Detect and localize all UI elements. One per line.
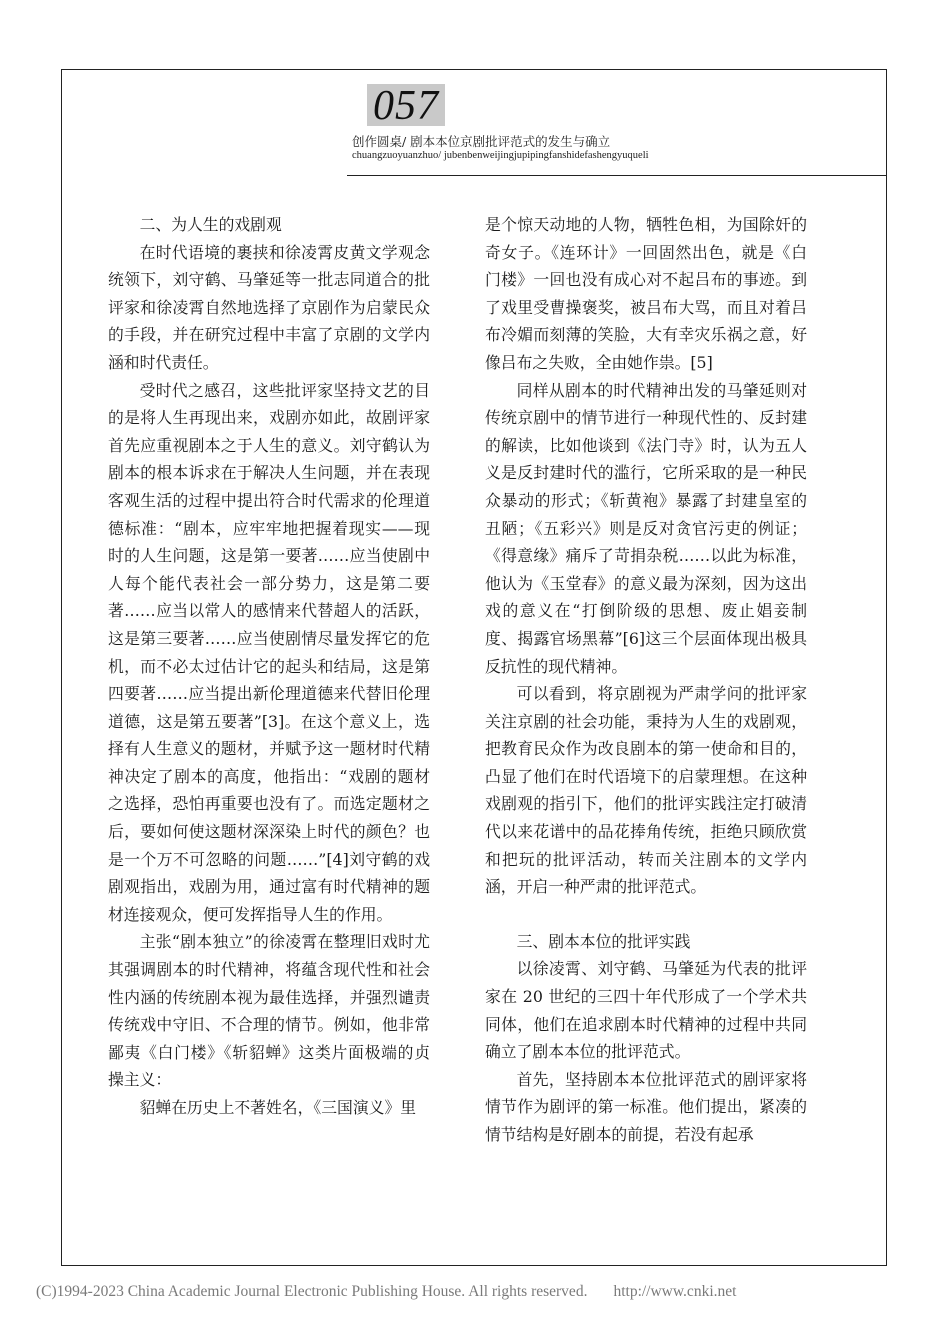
paragraph: 受时代之感召，这些批评家坚持文艺的目的是将人生再现出来，戏剧亦如此，故剧评家首先应重视剧本之于人生的意义。刘守鹤认为剧本的根本诉求在于解决人生问题，并在表现客观生活的过程中提出符合时代需求的伦理道德标准：“剧本，应牢牢地把握着现实——现时的人生问题，这是第一要著……应当使剧中人每个能代表社会一部分势力，这是第二要著……应当以常人的感情来代替超人的活跃，这是第三要著……应当使剧情尽量发挥它的危机，而不必太过估计它的起头和结局，这是第四要著……应当提出新伦理道德来代替旧伦理道德，这是第五要著”[3]。在这个意义上，选择有人生意义的题材，并赋予这一题材时代精神决定了剧本的高度，他指出：“戏剧的题材之选择，恐怕再重要也没有了。而选定题材之后，要如何使这题材深深染上时代的颜色？也是一个万不可忽略的问题……”[4]刘守鹤的戏剧观指出，戏剧为用，通过富有时代精神的题材连接观众，便可发挥指导人生的作用。 (108, 380, 430, 924)
paragraph: 主张“剧本独立”的徐凌霄在整理旧戏时尤其强调剧本的时代精神，将蕴含现代性和社会性内涵的传统剧本视为最佳选择，并强烈谴责传统戏中守旧、不合理的情节。例如，他非常鄙夷《白门楼》《斩貂蝉》这类片面极端的贞操主义： (108, 932, 430, 1090)
paragraph: 首先，坚持剧本本位批评范式的剧评家将情节作为剧评的第一标准。他们提出，紧凑的情节结构是好剧本的前提，若没有起承 (485, 1069, 807, 1144)
left-column (108, 211, 430, 1122)
paragraph: 可以看到，将京剧视为严肃学问的批评家关注京剧的社会功能，秉持为人生的戏剧观，把教育民众作为改良剧本的第一使命和目的，凸显了他们在时代语境下的启蒙理想。在这种戏剧观的指引下，他们的批评实践注定打破清代以来花谱中的品花捧角传统，拒绝只顾欣赏和把玩的批评活动，转而关注剧本的文学内涵，开启一种严肃的批评范式。 (485, 684, 807, 897)
running-title-pinyin: chuangzuoyuanzhuo/ jubenbenweijingjupipingfanshidefashengyuqueli (352, 150, 649, 161)
cnki-link[interactable]: http://www.cnki.net (613, 1283, 737, 1300)
section-heading-3: 三、剧本本位的批评实践 (516, 931, 691, 951)
header-rule (347, 175, 887, 176)
section-heading-2: 二、为人生的戏剧观 (139, 215, 282, 234)
paragraph: 以徐凌霄、刘守鹤、马肇延为代表的批评家在 20 世纪的三四十年代形成了一个学术共同体，他们在追求剧本时代精神的过程中共同确立了剧本本位的批评范式。 (485, 959, 807, 1062)
copyright-text: (C)1994-2023 China Academic Journal Electronic Publishing House. All rights reserved. (36, 1283, 588, 1300)
block-quote: 貂蝉在历史上不著姓名，《三国演义》里 (139, 1098, 417, 1117)
paragraph: 同样从剧本的时代精神出发的马肇延则对传统京剧中的情节进行一种现代性的、反封建的解读，比如他谈到《法门寺》时，认为五人义是反封建时代的滥行，它所采取的是一种民众暴动的形式；《斩黄袍》暴露了封建皇室的丑陋；《五彩兴》则是反对贪官污吏的例证；《得意缘》痛斥了苛捐杂税……以此为标准，他认为《玉堂春》的意义最为深刻，因为这出戏的意义在“打倒阶级的思想、废止娼妾制度、揭露官场黑幕”[6]这三个层面体现出极具反抗性的现代精神。 (485, 380, 807, 676)
running-title: 创作圆桌/ 剧本本位京剧批评范式的发生与确立 (352, 134, 611, 149)
page-number: 057 (367, 84, 445, 126)
right-column (485, 211, 807, 1149)
block-quote-continued: 是个惊天动地的人物，牺牲色相，为国除奸的奇女子。《连环计》一回固然出色，就是《白门楼》一回也没有成心对不起吕布的事迹。到了戏里受曹操褒奖，被吕布大骂，而且对着吕布冷媚而刻薄的笑脸，大有幸灾乐祸之意，好像吕布之失败，全由她作祟。[5] (485, 215, 807, 372)
copyright-footer (36, 1283, 736, 1301)
paragraph: 在时代语境的裹挟和徐凌霄皮黄文学观念统领下，刘守鹤、马肇延等一批志同道合的批评家和徐凌霄自然地选择了京剧作为启蒙民众的手段，并在研究过程中丰富了京剧的文学内涵和时代责任。 (108, 242, 430, 372)
